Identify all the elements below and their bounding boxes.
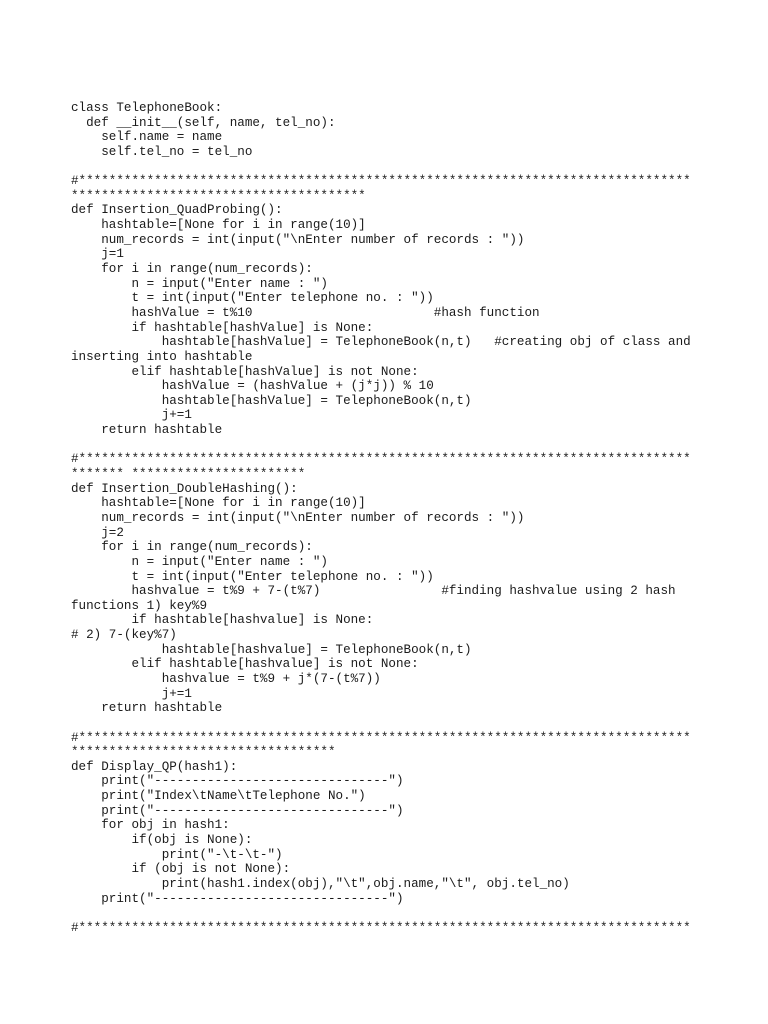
code-line: [71, 438, 691, 453]
code-line: class TelephoneBook:: [71, 101, 223, 115]
code-line: self.name = name: [71, 130, 223, 145]
code-line: hashtable=[None for i in range(10)]: [71, 496, 366, 511]
code-line: print("-\t-\t-"): [71, 847, 283, 862]
code-line: hashvalue = t%9 + j*(7-(t%7)): [71, 671, 381, 686]
code-line: if(obj is None):: [71, 833, 253, 848]
code-line: j+=1: [71, 686, 192, 701]
code-line: hashtable[hashValue] = TelephoneBook(n,t) #creating obj of class and: [71, 335, 691, 350]
code-line: #*********************************************************************************: [71, 452, 691, 467]
code-line: print("Index\tName\tTelephone No."): [71, 789, 366, 804]
code-line: hashtable=[None for i in range(10)]: [71, 218, 366, 233]
code-line: print("-------------------------------"): [71, 774, 404, 789]
code-line: j=1: [71, 247, 124, 262]
code-line: hashValue = t%10 #hash function: [71, 305, 540, 320]
code-line: return hashtable: [71, 423, 223, 438]
code-line: hashValue = (hashValue + (j*j)) % 10: [71, 379, 434, 394]
code-line: #*********************************************************************************: [71, 174, 691, 189]
code-line: functions 1) key%9: [71, 598, 208, 613]
code-line: if hashtable[hashvalue] is None:: [71, 613, 374, 628]
code-line: print(hash1.index(obj),"\t",obj.name,"\t", obj.tel_no): [71, 876, 570, 891]
code-line: j+=1: [71, 408, 192, 423]
code-line: for i in range(num_records):: [71, 540, 313, 555]
code-line: return hashtable: [71, 701, 223, 716]
code-line: print("-------------------------------"): [71, 803, 404, 818]
code-line: def Display_QP(hash1):: [71, 759, 238, 774]
code-line: def Insertion_QuadProbing():: [71, 203, 283, 218]
code-line: elif hashtable[hashvalue] is not None:: [71, 657, 419, 672]
code-line: t = int(input("Enter telephone no. : ")): [71, 291, 434, 306]
code-line: for i in range(num_records):: [71, 262, 313, 277]
code-line: num_records = int(input("\nEnter number of records : ")): [71, 510, 525, 525]
code-line: # 2) 7-(key%7): [71, 628, 177, 643]
code-line: def __init__(self, name, tel_no):: [71, 115, 336, 130]
code-line: hashvalue = t%9 + 7-(t%7) #finding hashvalue using 2 hash: [71, 584, 676, 599]
code-line: [71, 906, 691, 921]
code-line: n = input("Enter name : "): [71, 554, 328, 569]
code-line: j=2: [71, 525, 124, 540]
code-line: def Insertion_DoubleHashing():: [71, 481, 298, 496]
code-line: ******* ***********************: [71, 467, 306, 482]
code-line: if hashtable[hashValue] is None:: [71, 320, 374, 335]
code-line: hashtable[hashValue] = TelephoneBook(n,t): [71, 393, 472, 408]
code-line: for obj in hash1:: [71, 818, 230, 833]
code-listing: [71, 101, 691, 936]
code-line: print("-------------------------------"): [71, 891, 404, 906]
code-line: [71, 160, 691, 175]
code-line: n = input("Enter name : "): [71, 276, 328, 291]
code-line: self.tel_no = tel_no: [71, 144, 253, 159]
code-line: #*********************************************************************************: [71, 730, 691, 745]
code-line: if (obj is not None):: [71, 862, 291, 877]
code-line: ***********************************: [71, 745, 336, 760]
code-line: ***************************************: [71, 188, 366, 203]
code-line: inserting into hashtable: [71, 349, 253, 364]
code-line: t = int(input("Enter telephone no. : ")): [71, 569, 434, 584]
code-line: hashtable[hashvalue] = TelephoneBook(n,t): [71, 642, 472, 657]
code-line: elif hashtable[hashValue] is not None:: [71, 364, 419, 379]
code-line: #*********************************************************************************: [71, 920, 691, 935]
code-line: num_records = int(input("\nEnter number of records : ")): [71, 232, 525, 247]
code-line: [71, 716, 691, 731]
